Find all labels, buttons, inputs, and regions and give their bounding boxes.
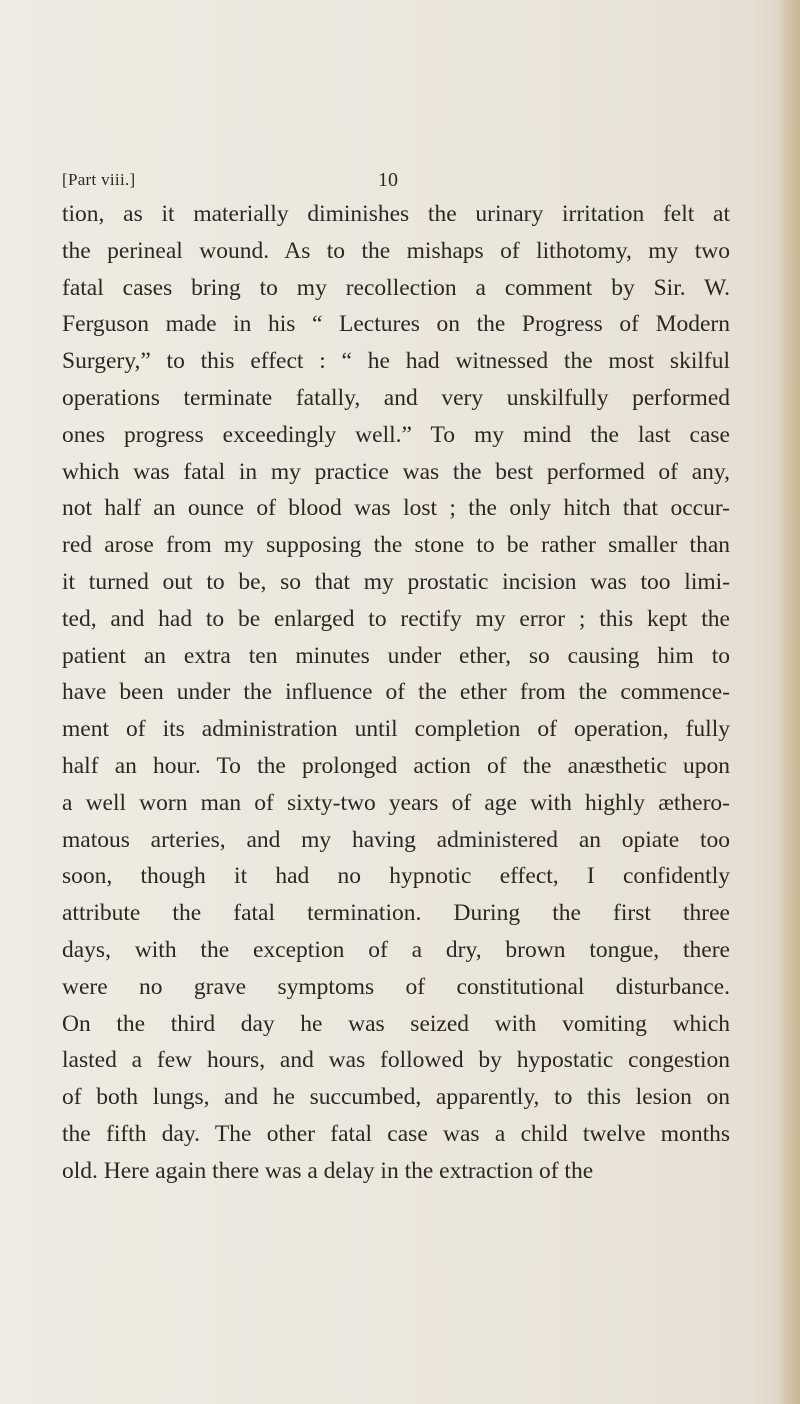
text-line: patient an extra ten minutes under ether, so causing him to [62, 642, 730, 669]
text-line: fatal cases bring to my recollection a comment by Sir. W. [62, 274, 730, 301]
text-line: operations terminate fatally, and very unskilfully performed [62, 384, 730, 411]
text-line: half an hour. To the prolonged action of the anæsthetic upon [62, 752, 730, 779]
part-label: [Part viii.] [62, 170, 136, 189]
text-line: a well worn man of sixty-two years of age with highly æthero- [62, 789, 730, 816]
text-line: the perineal wound. As to the mishaps of lithotomy, my two [62, 237, 730, 264]
text-line: On the third day he was seized with vomiting which [62, 1010, 730, 1037]
text-line: have been under the influence of the ether from the commence- [62, 679, 730, 706]
text-line: not half an ounce of blood was lost ; the only hitch that occur- [62, 495, 730, 522]
text-line: red arose from my supposing the stone to be rather smaller than [62, 532, 730, 559]
page-edge [778, 0, 800, 1404]
text-line: it turned out to be, so that my prostatic incision was too limi- [62, 568, 730, 595]
text-line: tion, as it materially diminishes the urinary irritation felt at [62, 201, 730, 227]
text-line: days, with the exception of a dry, brown tongue, there [62, 936, 730, 963]
page-number: 10 [378, 169, 398, 191]
text-line: Ferguson made in his “ Lectures on the Progress of Modern [62, 311, 730, 338]
text-line: Surgery,” to this effect : “ he had witnessed the most skilful [62, 348, 730, 375]
body-text [62, 196, 730, 1190]
text-line: matous arteries, and my having administered an opiate too [62, 826, 730, 853]
text-line: soon, though it had no hypnotic effect, I confidently [62, 863, 730, 890]
text-line: which was fatal in my practice was the best performed of any, [62, 458, 730, 485]
text-line: attribute the fatal termination. During the first three [62, 900, 730, 927]
text-line: ted, and had to be enlarged to rectify my error ; this kept the [62, 605, 730, 632]
text-line: the fifth day. The other fatal case was a child twelve months [62, 1120, 730, 1147]
text-line: old. Here again there was a delay in the extraction of the [62, 1157, 594, 1184]
text-line: ones progress exceedingly well.” To my mind the last case [62, 421, 730, 448]
text-line: of both lungs, and he succumbed, apparently, to this lesion on [62, 1084, 730, 1111]
text-line: were no grave symptoms of constitutional disturbance. [62, 973, 730, 1000]
text-line: ment of its administration until completion of operation, fully [62, 716, 730, 743]
text-line: lasted a few hours, and was followed by hypostatic congestion [62, 1047, 730, 1074]
